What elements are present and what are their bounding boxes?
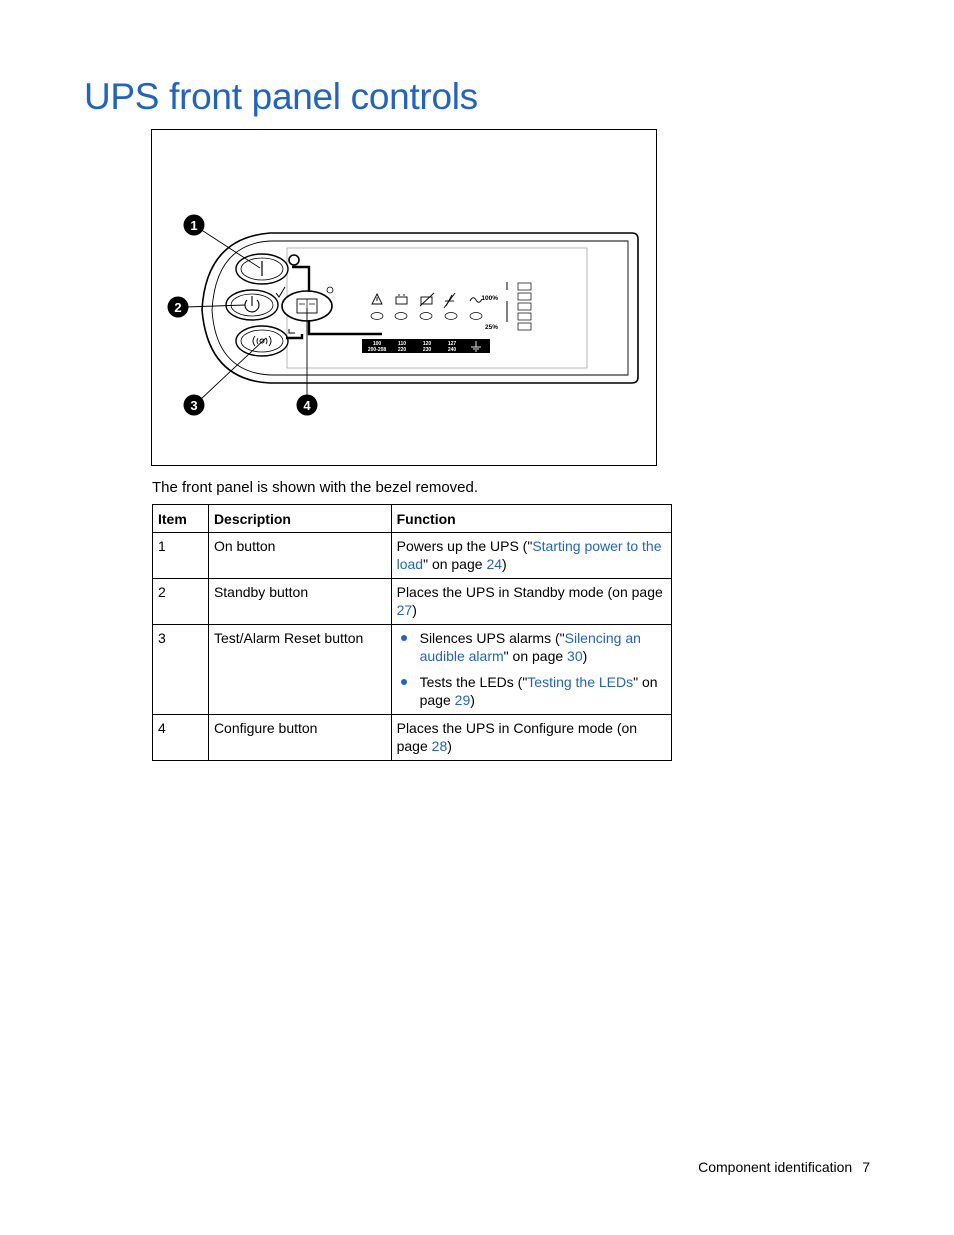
page-link[interactable]: 30 (567, 648, 583, 664)
callout-number: 2 (174, 300, 182, 315)
item-function (391, 533, 671, 579)
callout-number: 3 (190, 398, 198, 413)
function-text: ) (470, 692, 475, 708)
function-text: " on page (503, 648, 568, 664)
item-description: Configure button (208, 715, 391, 761)
voltage-label-bottom: 220 (397, 347, 407, 353)
function-text: ) (412, 602, 417, 618)
function-text: Places the UPS in Standby mode (on page (396, 584, 663, 600)
voltage-label-bottom: 200-208 (367, 347, 387, 353)
header-description: Description (208, 505, 391, 533)
callout-1 (184, 215, 205, 236)
function-text: ) (447, 738, 452, 754)
item-function (391, 625, 671, 715)
voltage-label-bottom: 240 (447, 347, 457, 353)
item-number: 4 (153, 715, 209, 761)
page-link[interactable]: 24 (486, 556, 503, 572)
bullet-icon (401, 679, 407, 685)
figure-caption: The front panel is shown with the bezel removed. (152, 479, 479, 496)
header-function: Function (391, 505, 671, 533)
callout-number: 4 (303, 398, 311, 413)
test-alarm-button-graphic (236, 326, 288, 356)
header-item: Item (153, 505, 209, 533)
callout-4 (297, 395, 318, 416)
meter-label-25: 25% (484, 324, 498, 331)
meter-label-100: 100% (481, 295, 498, 302)
function-text: " on page (419, 674, 658, 708)
item-number: 1 (153, 533, 209, 579)
page-title: UPS front panel controls (84, 76, 478, 117)
item-description: Test/Alarm Reset button (208, 625, 391, 715)
item-function (391, 715, 671, 761)
page-footer (698, 1159, 870, 1175)
bullet-icon (401, 635, 407, 641)
item-function (391, 579, 671, 625)
xref-link[interactable]: Silencing an audible alarm (419, 630, 641, 664)
bullet-item (397, 673, 666, 709)
voltage-label-top: 100 (372, 341, 382, 347)
page-link[interactable]: 27 (396, 602, 413, 618)
function-text: Tests the LEDs (" (419, 674, 528, 690)
voltage-label-top: 120 (422, 341, 432, 347)
table-row (153, 625, 672, 715)
footer-section: Component identification (698, 1159, 853, 1175)
callout-2 (168, 297, 189, 318)
function-text: ) (582, 648, 588, 664)
voltage-label-top: 110 (397, 341, 407, 347)
xref-link[interactable]: Starting power to the load (396, 538, 662, 572)
table-row (153, 533, 672, 579)
function-text: ) (502, 556, 507, 572)
xref-link[interactable]: Testing the LEDs (527, 674, 634, 690)
controls-table (152, 504, 672, 761)
callout-number: 1 (190, 218, 198, 233)
table-header-row (153, 505, 672, 533)
item-number: 3 (153, 625, 209, 715)
item-description: Standby button (208, 579, 391, 625)
page-link[interactable]: 28 (431, 738, 448, 754)
voltage-label-top: 127 (447, 341, 457, 347)
table-row (153, 579, 672, 625)
page-link[interactable]: 29 (454, 692, 471, 708)
item-number: 2 (153, 579, 209, 625)
page-number: 7 (862, 1159, 870, 1175)
voltage-label-bottom: 230 (422, 347, 432, 353)
function-bullet-list (397, 629, 666, 709)
on-button-graphic (236, 254, 288, 284)
callout-3 (184, 395, 205, 416)
table-row (153, 715, 672, 761)
item-description: On button (208, 533, 391, 579)
function-text: " on page (423, 556, 487, 572)
function-text: Places the UPS in Configure mode (on page (396, 720, 638, 754)
voltage-strip (362, 339, 490, 353)
front-panel-figure (151, 129, 657, 466)
function-text: Powers up the UPS (" (396, 538, 533, 554)
function-text: Silences UPS alarms (" (419, 630, 565, 646)
bullet-item (397, 629, 666, 665)
